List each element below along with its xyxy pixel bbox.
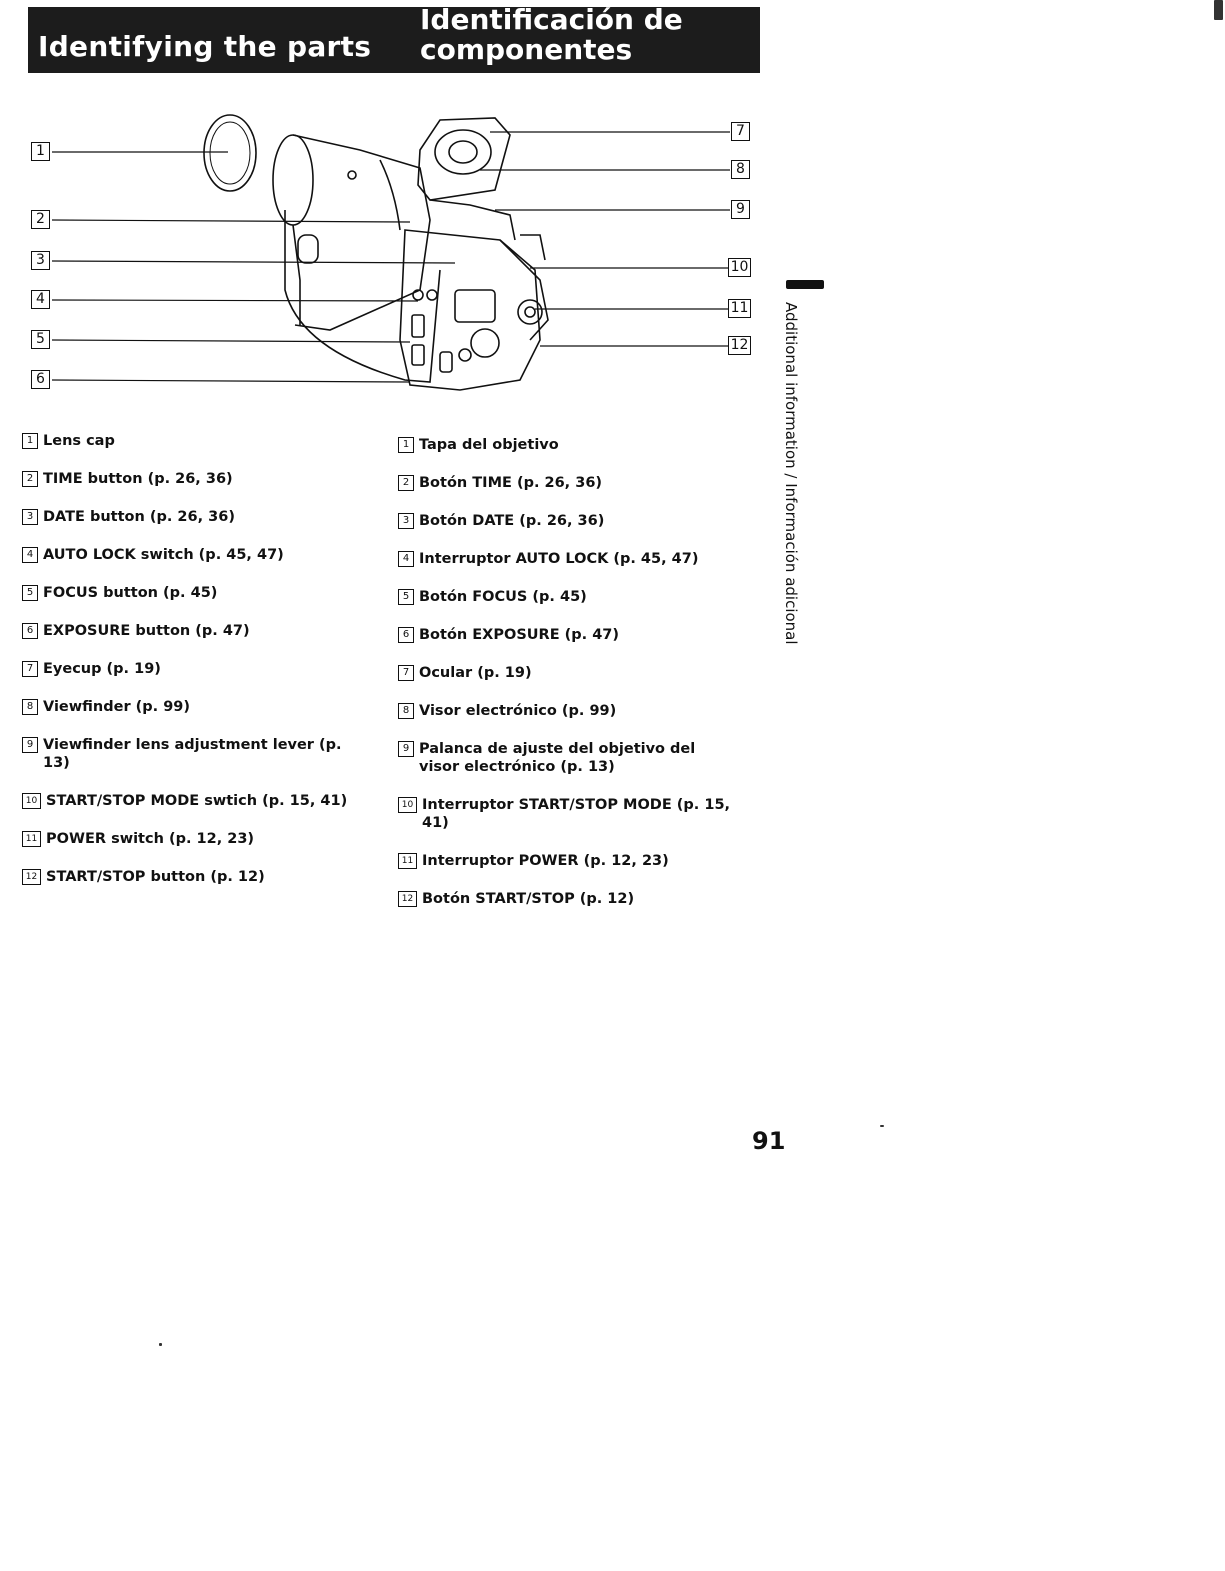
part-en-9 (22, 736, 362, 772)
part-en-12-num: 12 (22, 869, 41, 885)
part-es-5-num: 5 (398, 589, 414, 605)
title-english: Identifying the parts (38, 30, 372, 63)
part-es-10-text: Interruptor START/STOP MODE (p. 15, 41) (422, 797, 731, 831)
callout-8: 8 (731, 160, 750, 179)
part-es-7 (398, 664, 748, 682)
part-en-11-num: 11 (22, 831, 41, 847)
part-es-3-text: Botón DATE (p. 26, 36) (419, 513, 605, 529)
part-en-1 (22, 432, 362, 450)
part-es-12-text: Botón START/STOP (p. 12) (422, 891, 635, 907)
part-es-8-num: 8 (398, 703, 414, 719)
part-en-11 (22, 830, 362, 848)
part-es-10-num: 10 (398, 797, 417, 813)
part-es-3 (398, 512, 748, 530)
scan-speck (159, 1343, 162, 1346)
part-en-2-text: TIME button (p. 26, 36) (43, 471, 233, 487)
scan-speck (1214, 0, 1223, 20)
part-en-4 (22, 546, 362, 564)
part-en-9-text: Viewfinder lens adjustment lever (p. 13) (43, 737, 342, 771)
part-en-10-num: 10 (22, 793, 41, 809)
lens-cap-shape (204, 115, 256, 191)
part-en-7 (22, 660, 362, 678)
part-es-11 (398, 852, 748, 870)
section-tab-marker (786, 280, 824, 289)
part-es-6 (398, 626, 748, 644)
part-en-4-text: AUTO LOCK switch (p. 45, 47) (43, 547, 284, 563)
callout-4: 4 (31, 290, 50, 309)
part-en-3-text: DATE button (p. 26, 36) (43, 509, 235, 525)
part-en-6 (22, 622, 362, 640)
part-en-6-text: EXPOSURE button (p. 47) (43, 623, 250, 639)
part-es-2 (398, 474, 748, 492)
part-en-3 (22, 508, 362, 526)
part-en-5 (22, 584, 362, 602)
part-es-8-text: Visor electrónico (p. 99) (419, 703, 617, 719)
callout-10: 10 (728, 258, 751, 277)
part-es-5 (398, 588, 748, 606)
part-en-5-text: FOCUS button (p. 45) (43, 585, 218, 601)
part-es-4-num: 4 (398, 551, 414, 567)
part-es-5-text: Botón FOCUS (p. 45) (419, 589, 587, 605)
part-es-12 (398, 890, 748, 908)
part-en-11-text: POWER switch (p. 12, 23) (46, 831, 255, 847)
page-number: 91 (752, 1127, 786, 1155)
part-en-12-text: START/STOP button (p. 12) (46, 869, 265, 885)
part-es-11-text: Interruptor POWER (p. 12, 23) (422, 853, 669, 869)
part-es-9 (398, 740, 728, 776)
callout-12: 12 (728, 336, 751, 355)
title-spanish-line2: componentes (420, 33, 633, 66)
callout-1: 1 (31, 142, 50, 161)
part-en-2 (22, 470, 362, 488)
part-en-8-text: Viewfinder (p. 99) (43, 699, 191, 715)
part-en-3-num: 3 (22, 509, 38, 525)
part-es-1-text: Tapa del objetivo (419, 437, 559, 453)
part-es-10 (398, 796, 748, 832)
side-tab (782, 302, 802, 645)
part-en-1-text: Lens cap (43, 433, 115, 449)
part-en-9-num: 9 (22, 737, 38, 753)
part-es-9-text: Palanca de ajuste del objetivo del visor electrónico (p. 13) (419, 741, 696, 775)
callout-9: 9 (731, 200, 750, 219)
scan-speck (880, 1125, 884, 1127)
title-spanish-line1: Identificación de (420, 3, 683, 36)
part-en-7-text: Eyecup (p. 19) (43, 661, 161, 677)
part-en-10 (22, 792, 362, 810)
part-es-6-num: 6 (398, 627, 414, 643)
part-es-12-num: 12 (398, 891, 417, 907)
camcorder-illustration (0, 90, 790, 410)
callout-11: 11 (728, 299, 751, 318)
part-en-1-num: 1 (22, 433, 38, 449)
part-es-1-num: 1 (398, 437, 414, 453)
part-es-9-num: 9 (398, 741, 414, 757)
part-es-3-num: 3 (398, 513, 414, 529)
parts-list-english (22, 432, 362, 886)
part-en-7-num: 7 (22, 661, 38, 677)
title-spanish (420, 5, 683, 65)
part-es-7-num: 7 (398, 665, 414, 681)
part-es-7-text: Ocular (p. 19) (419, 665, 532, 681)
part-es-2-num: 2 (398, 475, 414, 491)
part-es-2-text: Botón TIME (p. 26, 36) (419, 475, 603, 491)
callout-2: 2 (31, 210, 50, 229)
part-es-1 (398, 436, 748, 454)
part-en-12 (22, 868, 362, 886)
callout-6: 6 (31, 370, 50, 389)
camcorder-drawing (0, 90, 790, 410)
callout-3: 3 (31, 251, 50, 270)
side-tab-text: Additional information / Información adicional (782, 302, 800, 645)
part-en-2-num: 2 (22, 471, 38, 487)
part-es-8 (398, 702, 748, 720)
part-en-8 (22, 698, 362, 716)
callout-7: 7 (731, 122, 750, 141)
part-es-4 (398, 550, 748, 568)
part-en-4-num: 4 (22, 547, 38, 563)
part-en-5-num: 5 (22, 585, 38, 601)
part-en-8-num: 8 (22, 699, 38, 715)
part-en-6-num: 6 (22, 623, 38, 639)
part-es-11-num: 11 (398, 853, 417, 869)
part-en-10-text: START/STOP MODE swtich (p. 15, 41) (46, 793, 348, 809)
parts-list-spanish (398, 436, 748, 908)
part-es-6-text: Botón EXPOSURE (p. 47) (419, 627, 620, 643)
callout-5: 5 (31, 330, 50, 349)
part-es-4-text: Interruptor AUTO LOCK (p. 45, 47) (419, 551, 699, 567)
